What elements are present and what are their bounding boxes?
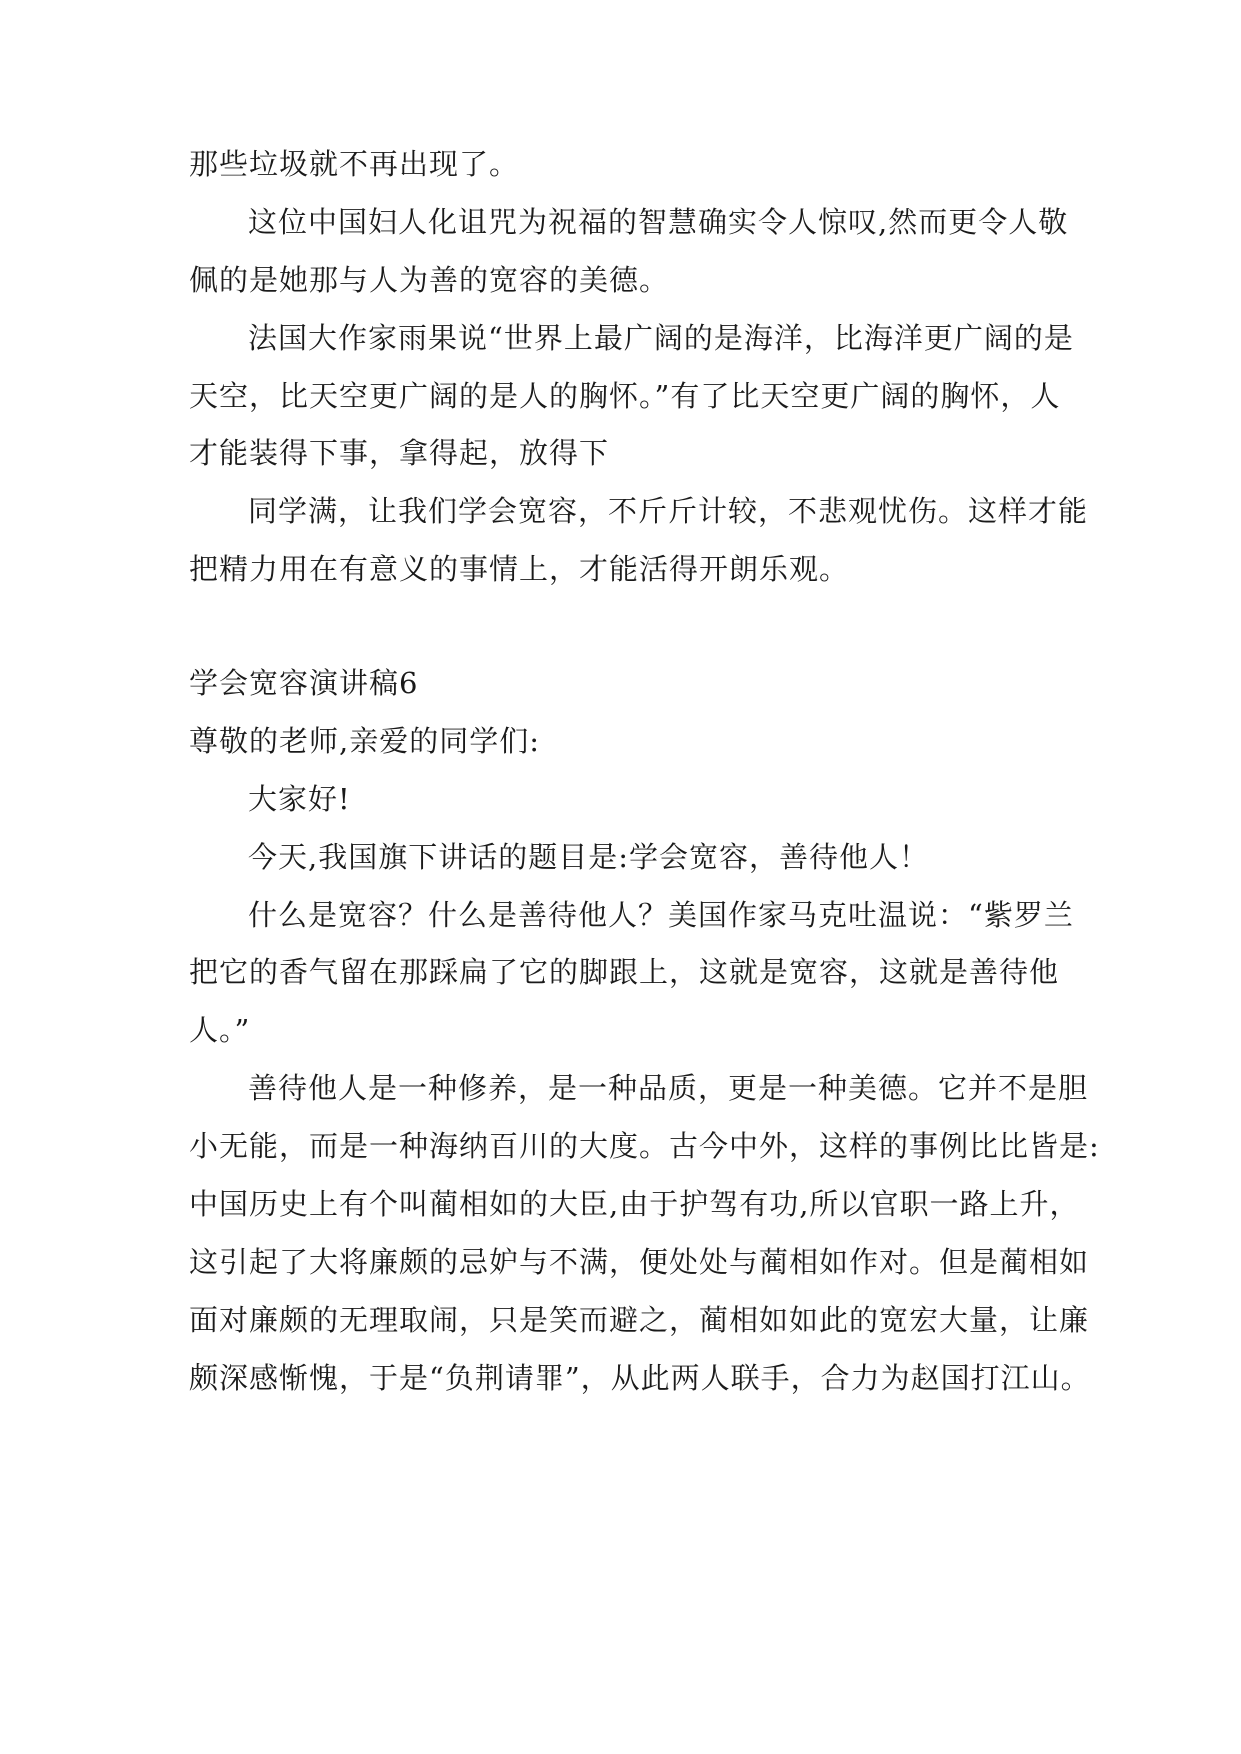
paragraph-first-line: 这位中国妇人化诅咒为祝福的智慧确实令人惊叹,然而更令人敬 [248,205,1069,239]
salutation: 尊敬的老师,亲爱的同学们: [189,724,540,758]
paragraph-first-line: 什么是宽容？什么是善待他人？美国作家马克吐温说：“紫罗兰 [248,898,1074,932]
text-line: 佩的是她那与人为善的宽容的美德。 [189,263,670,297]
text-line: 颇深感惭愧，于是“负荆请罪”，从此两人联手，合力为赵国打江山。 [189,1361,1091,1395]
text-line: 把精力用在有意义的事情上，才能活得开朗乐观。 [189,552,850,586]
text-line: 才能装得下事，拿得起，放得下 [189,436,610,470]
text-line: 人。” [189,1013,251,1047]
text-line: 那些垃圾就不再出现了。 [189,147,520,181]
text-line: 中国历史上有个叫蔺相如的大臣,由于护驾有功,所以官职一路上升， [189,1187,1080,1221]
text-line: 小无能，而是一种海纳百川的大度。古今中外，这样的事例比比皆是: [189,1129,1100,1163]
paragraph-first-line: 今天,我国旗下讲话的题目是:学会宽容，善待他人！ [248,840,929,874]
paragraph-first-line: 法国大作家雨果说“世界上最广阔的是海洋，比海洋更广阔的是 [248,321,1074,355]
text-line: 面对廉颇的无理取闹，只是笑而避之，蔺相如如此的宽宏大量，让廉 [189,1303,1090,1337]
paragraph-first-line: 同学满，让我们学会宽容，不斤斤计较，不悲观忧伤。这样才能 [248,494,1089,528]
text-line: 这引起了大将廉颇的忌妒与不满，便处处与蔺相如作对。但是蔺相如 [189,1245,1090,1279]
paragraph-first-line: 善待他人是一种修养，是一种品质，更是一种美德。它并不是胆 [248,1071,1089,1105]
text-line: 把它的香气留在那踩扁了它的脚跟上，这就是宽容，这就是善待他 [189,955,1060,989]
paragraph-first-line: 大家好! [248,782,351,816]
section-title: 学会宽容演讲稿6 [189,666,419,700]
text-line: 天空，比天空更广阔的是人的胸怀。”有了比天空更广阔的胸怀，人 [189,379,1061,413]
